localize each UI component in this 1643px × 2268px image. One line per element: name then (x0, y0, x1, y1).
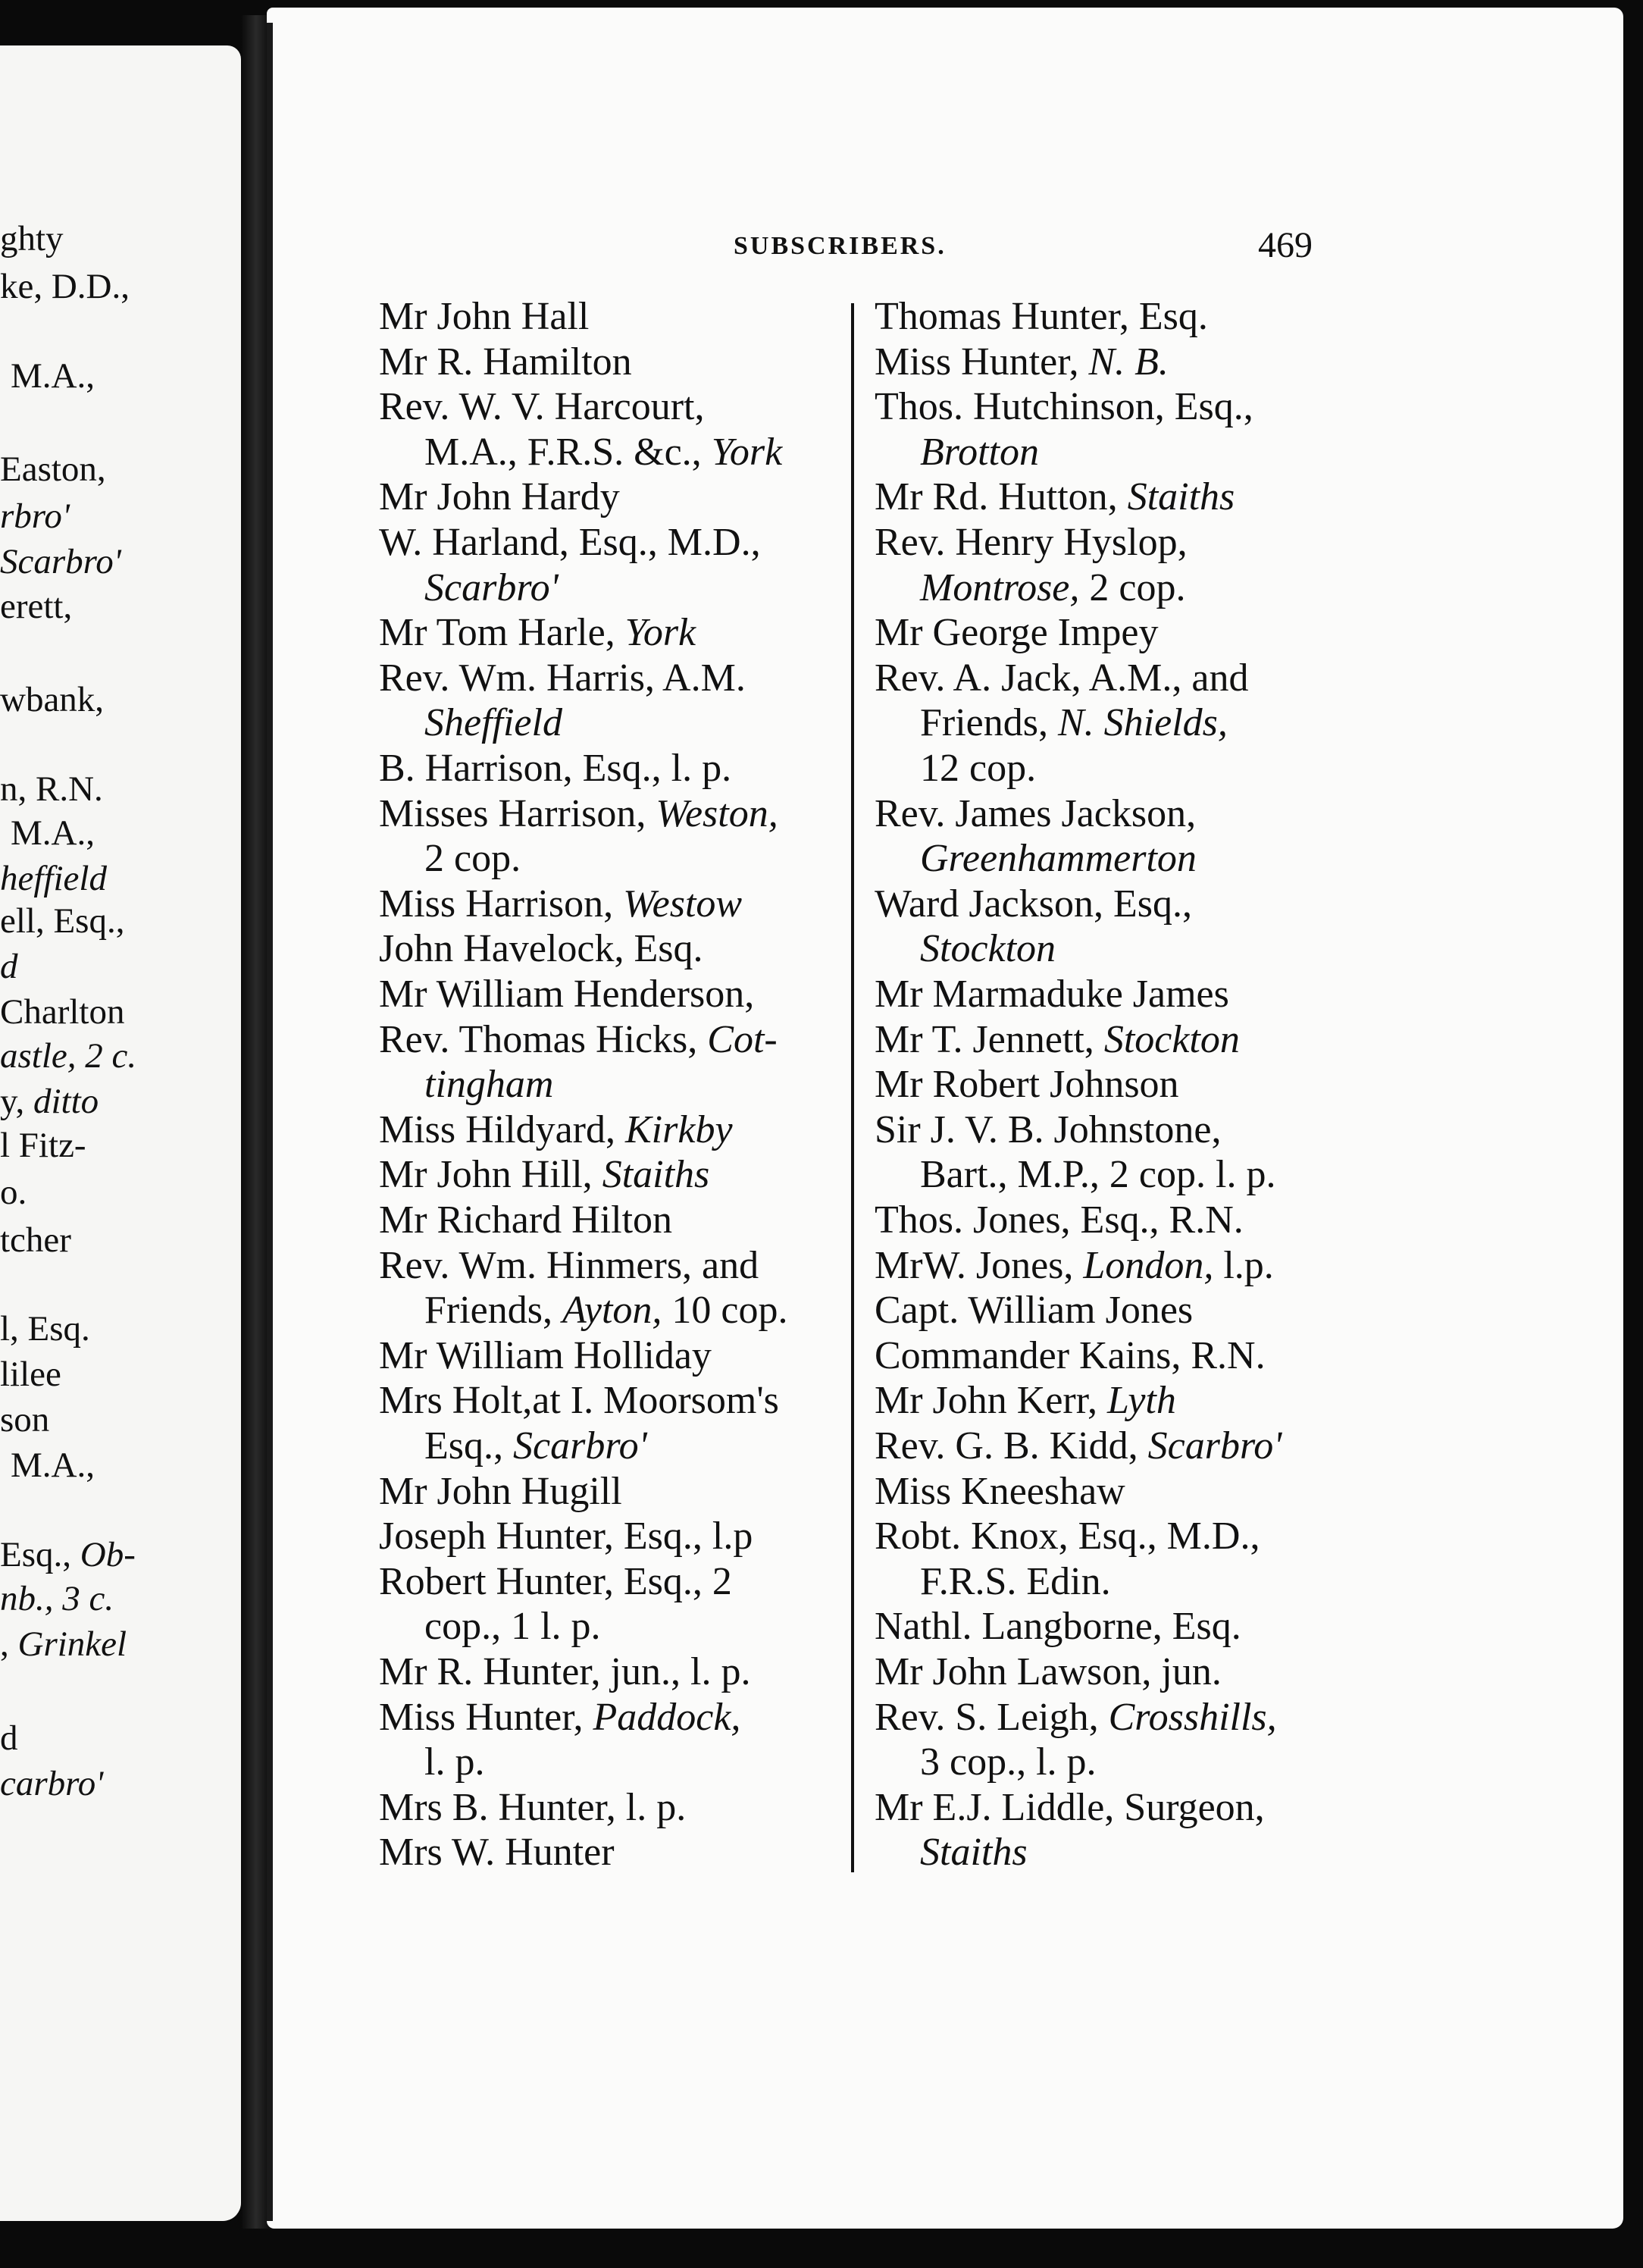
entry-text: Misses Harrison, (379, 791, 656, 835)
entry-italic: Brotton (920, 430, 1039, 474)
entry-suffix: 10 cop. (662, 1289, 788, 1333)
entry-italic: astle, 2 c. (0, 1036, 137, 1076)
left-page-line (0, 1357, 61, 1392)
entry-text: erett, (0, 587, 73, 626)
entry-italic: Scarbro' (424, 565, 559, 609)
subscriber-entry (920, 430, 1039, 474)
left-page-line (0, 1128, 86, 1164)
subscriber-entry (875, 791, 1197, 835)
entry-text: n, R.N. (0, 769, 103, 809)
subscriber-entry (920, 703, 1228, 743)
entry-text: Mr William Henderson, (379, 973, 755, 1016)
entry-italic: Paddock, (593, 1695, 741, 1739)
entry-text: MrW. Jones, (875, 1243, 1084, 1287)
subscriber-entry (424, 703, 562, 743)
entry-text: wbank, (0, 680, 105, 719)
entry-italic: Crosshills, (1108, 1695, 1277, 1739)
entry-text: Miss Harrison, (379, 882, 624, 926)
subscriber-entry (920, 1155, 1275, 1195)
subscriber-entry (920, 929, 1056, 969)
entry-text: Mr Robert Johnson (875, 1063, 1179, 1107)
entry-text: l, Esq. (0, 1309, 90, 1349)
entry-italic: Staiths (1127, 475, 1235, 519)
subscriber-entry (875, 656, 1249, 700)
entry-suffix: 2 cop. (1079, 565, 1186, 609)
entry-text: Esq., (424, 1424, 513, 1468)
subscriber-entry (875, 882, 1192, 926)
entry-text: ell, Esq., (0, 901, 125, 941)
entry-italic: York (711, 430, 783, 474)
subscriber-entry (379, 613, 696, 653)
entry-text: Friends, (920, 701, 1058, 745)
left-page-fragment (0, 45, 241, 2221)
left-page-line (11, 1448, 95, 1483)
entry-text: Thos. Jones, Esq., R.N. (875, 1198, 1244, 1242)
entry-italic: Sheffield (424, 701, 562, 745)
entry-text: M.A., (11, 813, 95, 853)
subscriber-entry (875, 1289, 1194, 1333)
entry-text: Nathl. Langborne, Esq. (875, 1605, 1241, 1649)
entry-text: F.R.S. Edin. (920, 1559, 1111, 1603)
entry-text: Mr R. Hamilton (379, 340, 632, 384)
entry-suffix: l.p. (1213, 1243, 1274, 1287)
entry-text: Mr John Lawson, jun. (875, 1650, 1222, 1693)
subscriber-entry (875, 1107, 1222, 1151)
subscriber-entry (424, 565, 559, 609)
entry-text: M.A., (11, 1446, 95, 1485)
entry-text: Rev. A. Jack, A.M., and (875, 656, 1249, 700)
left-page-line (0, 499, 70, 534)
subscriber-entry (875, 1243, 1274, 1287)
entry-text: Sir J. V. B. Johnstone, (875, 1107, 1222, 1151)
subscriber-entry (875, 1517, 1260, 1556)
entry-text: Mr John Hall (379, 295, 590, 338)
left-page-line (0, 589, 72, 625)
subscriber-entry (920, 565, 1186, 609)
entry-text: Rev. W. V. Harcourt, (379, 385, 705, 429)
subscriber-entry (875, 297, 1208, 337)
entry-text: y, (0, 1082, 33, 1121)
subscriber-entry (875, 1785, 1265, 1829)
subscriber-entry (379, 1107, 733, 1151)
entry-italic: Staiths (602, 1153, 710, 1197)
left-page-line (0, 1766, 103, 1802)
entry-text: B. Harrison, Esq., l. p. (379, 747, 732, 790)
entry-text: l Fitz- (0, 1126, 86, 1165)
subscriber-entry (920, 1740, 1097, 1784)
subscriber-entry (424, 1605, 601, 1649)
left-page-line (0, 1718, 18, 1758)
subscriber-entry (379, 1652, 750, 1692)
entry-italic: Stockton (920, 927, 1056, 971)
left-page-line (0, 1537, 136, 1573)
entry-italic: Scarbro' (513, 1424, 647, 1468)
left-page-line (0, 544, 121, 580)
entry-text: d (0, 1718, 18, 1758)
entry-italic: Stockton (1103, 1017, 1240, 1061)
subscriber-entry (379, 1695, 741, 1739)
entry-text: 12 cop. (920, 747, 1037, 790)
entry-text: Bart., M.P., 2 cop. l. p. (920, 1153, 1276, 1197)
entry-text: Miss Hildyard, (379, 1107, 625, 1151)
entry-text: Mr Marmaduke James (875, 973, 1229, 1016)
left-page-line (0, 1175, 27, 1211)
subscriber-entry (875, 523, 1188, 562)
entry-text: Joseph Hunter, Esq., l.p (379, 1515, 753, 1558)
left-page-line (0, 1311, 90, 1347)
entry-text: son (0, 1400, 50, 1439)
subscriber-entry (920, 839, 1197, 879)
left-page-line (0, 1402, 49, 1438)
subscriber-entry (875, 1381, 1176, 1421)
entry-text: Mr John Hardy (379, 475, 620, 519)
entry-text: tcher (0, 1220, 71, 1260)
entry-text: Commander Kains, R.N. (875, 1333, 1266, 1377)
entry-text: Rev. G. B. Kidd, (875, 1424, 1148, 1468)
entry-italic: Scarbro' (1147, 1424, 1282, 1468)
entry-italic: ditto (33, 1082, 99, 1121)
entry-italic: Cot- (707, 1017, 778, 1061)
entry-text: M.A., F.R.S. &c., (424, 430, 712, 474)
entry-text: Mr Richard Hilton (379, 1198, 673, 1242)
entry-text: 2 cop. (424, 837, 521, 881)
entry-text: Robt. Knox, Esq., M.D., (875, 1515, 1260, 1558)
left-page-line (0, 992, 125, 1032)
entry-text: Rev. Thomas Hicks, (379, 1017, 708, 1061)
left-page-line (0, 1084, 99, 1120)
entry-italic: London, (1083, 1243, 1214, 1287)
entry-text: , (0, 1624, 18, 1664)
subscriber-entry (379, 1155, 709, 1195)
entry-text: lilee (0, 1355, 61, 1394)
subscriber-entry (379, 975, 754, 1014)
entry-text: Mr John Hugill (379, 1469, 622, 1513)
subscriber-entry (424, 1289, 788, 1333)
left-page-line (0, 682, 104, 718)
subscriber-entry (875, 340, 1169, 384)
entry-text: Rev. Wm. Harris, A.M. (379, 656, 746, 700)
entry-italic: rbro' (0, 497, 70, 536)
entry-text: Miss Hunter, (875, 340, 1089, 384)
left-page-line (0, 452, 106, 487)
entry-text: Mrs W. Hunter (379, 1831, 615, 1875)
page-number: 469 (1258, 225, 1313, 265)
entry-italic: tingham (424, 1063, 554, 1107)
subscriber-entry (379, 1517, 753, 1556)
subscriber-entry (379, 791, 778, 835)
entry-text: Ward Jackson, Esq., (875, 882, 1192, 926)
entry-text: Capt. William Jones (875, 1289, 1194, 1333)
subscriber-entry (875, 1424, 1282, 1468)
entry-text: Rev. Wm. Hinmers, and (379, 1243, 759, 1287)
entry-text: Rev. Henry Hyslop, (875, 521, 1188, 564)
subscriber-entry (424, 1740, 485, 1784)
entry-text: Mrs Holt,at I. Moorsom's (379, 1379, 779, 1423)
entry-text: Mrs B. Hunter, l. p. (379, 1785, 687, 1829)
entry-text: Rev. James Jackson, (875, 791, 1197, 835)
subscriber-entry (379, 1017, 778, 1061)
subscriber-entry (379, 882, 743, 926)
entry-italic: Lyth (1106, 1379, 1176, 1423)
left-page-line (0, 269, 130, 305)
entry-text: l. p. (424, 1740, 485, 1784)
subscriber-entry (379, 387, 704, 427)
left-page-line (0, 1038, 136, 1074)
subscriber-entry (379, 1381, 779, 1421)
entry-italic: d (0, 947, 18, 986)
entry-text: Charlton (0, 992, 125, 1032)
entry-italic: carbro' (0, 1764, 104, 1803)
entry-text: o. (0, 1173, 27, 1212)
entry-italic: Weston, (656, 791, 778, 835)
entry-text: Thos. Hutchinson, Esq., (875, 385, 1253, 429)
entry-text: John Havelock, Esq. (379, 927, 703, 971)
subscriber-entry (875, 387, 1253, 427)
subscriber-entry (379, 1469, 622, 1513)
left-page-line (11, 813, 95, 853)
entry-text: Easton, (0, 450, 106, 489)
entry-italic: York (624, 611, 696, 655)
subscriber-entry (920, 1831, 1028, 1875)
entry-italic: nb., 3 c. (0, 1579, 114, 1618)
page-inner-edge (267, 23, 273, 2221)
left-page-line (0, 1220, 71, 1260)
subscriber-entry (424, 1063, 554, 1107)
entry-italic: Westow (623, 882, 743, 926)
subscriber-entry (379, 475, 620, 519)
entry-text: Miss Hunter, (379, 1695, 593, 1739)
entry-italic: Grinkel (17, 1624, 127, 1664)
entry-italic: N. Shields, (1058, 701, 1228, 745)
subscriber-entry (875, 1333, 1266, 1377)
subscriber-entry (875, 1695, 1277, 1739)
subscriber-entry (379, 297, 589, 337)
subscriber-entry (379, 1785, 687, 1829)
entry-text: ke, D.D., (0, 267, 130, 306)
subscriber-entry (875, 1198, 1244, 1242)
subscriber-entry (875, 1605, 1241, 1649)
left-page-line (0, 1581, 114, 1617)
subscriber-entry (424, 430, 783, 474)
entry-text: cop., 1 l. p. (424, 1605, 601, 1649)
subscriber-entry (920, 749, 1036, 788)
entry-text: 3 cop., l. p. (920, 1740, 1097, 1784)
entry-italic: Kirkby (625, 1107, 733, 1151)
entry-text: Mr Rd. Hutton, (875, 475, 1128, 519)
subscriber-entry (875, 1017, 1240, 1061)
entry-italic: Ayton, (562, 1289, 662, 1333)
entry-text: Mr E.J. Liddle, Surgeon, (875, 1785, 1265, 1829)
subscriber-entry (379, 1243, 759, 1287)
subscriber-entry (379, 1831, 615, 1875)
left-page-line (11, 356, 95, 396)
left-page-line (0, 221, 64, 257)
entry-text: Mr George Impey (875, 611, 1159, 655)
subscriber-entry (379, 340, 632, 384)
entry-text: ghty (0, 219, 64, 258)
entry-italic: Montrose, (920, 565, 1080, 609)
subscriber-entry (920, 1559, 1111, 1603)
entry-italic: Staiths (920, 1831, 1028, 1875)
entry-italic: heffield (0, 859, 107, 898)
entry-text: W. Harland, Esq., M.D., (379, 521, 761, 564)
entry-text: Rev. S. Leigh, (875, 1695, 1109, 1739)
entry-text: Mr R. Hunter, jun., l. p. (379, 1650, 751, 1693)
subscriber-entry (379, 1333, 712, 1377)
entry-text: Mr William Holliday (379, 1333, 712, 1377)
subscriber-entry (424, 1424, 647, 1468)
subscriber-entry (424, 839, 521, 879)
entry-text: Mr T. Jennett, (875, 1017, 1104, 1061)
column-divider (851, 303, 854, 1872)
entry-italic: Scarbro' (0, 542, 121, 581)
subscriber-entry (379, 929, 703, 969)
subscriber-entry (379, 1559, 732, 1603)
entry-italic: N. B. (1088, 340, 1169, 384)
entry-text: M.A., (11, 356, 95, 396)
entry-text: Miss Kneeshaw (875, 1469, 1125, 1513)
entry-italic: Greenhammerton (920, 837, 1197, 881)
subscriber-entry (875, 975, 1229, 1014)
subscriber-entry (379, 1198, 673, 1242)
entry-text: Esq., (0, 1535, 80, 1574)
subscriber-entry (875, 613, 1159, 653)
subscriber-entry (379, 523, 761, 562)
entry-text: Mr John Hill, (379, 1153, 602, 1197)
entry-italic: Ob- (80, 1535, 136, 1574)
left-page-line (0, 769, 103, 809)
left-page-line (0, 901, 125, 941)
entry-text: Mr John Kerr, (875, 1379, 1107, 1423)
entry-text: Robert Hunter, Esq., 2 (379, 1559, 732, 1603)
entry-text: Mr Tom Harle, (379, 611, 625, 655)
subscriber-entry (379, 656, 746, 700)
subscriber-entry (379, 749, 731, 788)
left-page-line (0, 861, 107, 897)
running-head: SUBSCRIBERS. (734, 232, 947, 260)
left-page-line (0, 1624, 127, 1664)
entry-text: Friends, (424, 1289, 562, 1333)
entry-text: Thomas Hunter, Esq. (875, 295, 1208, 338)
subscriber-entry (875, 1063, 1179, 1107)
subscriber-entry (875, 1469, 1125, 1513)
left-page-line (0, 949, 18, 985)
subscriber-entry (875, 475, 1235, 519)
subscriber-entry (875, 1652, 1222, 1692)
